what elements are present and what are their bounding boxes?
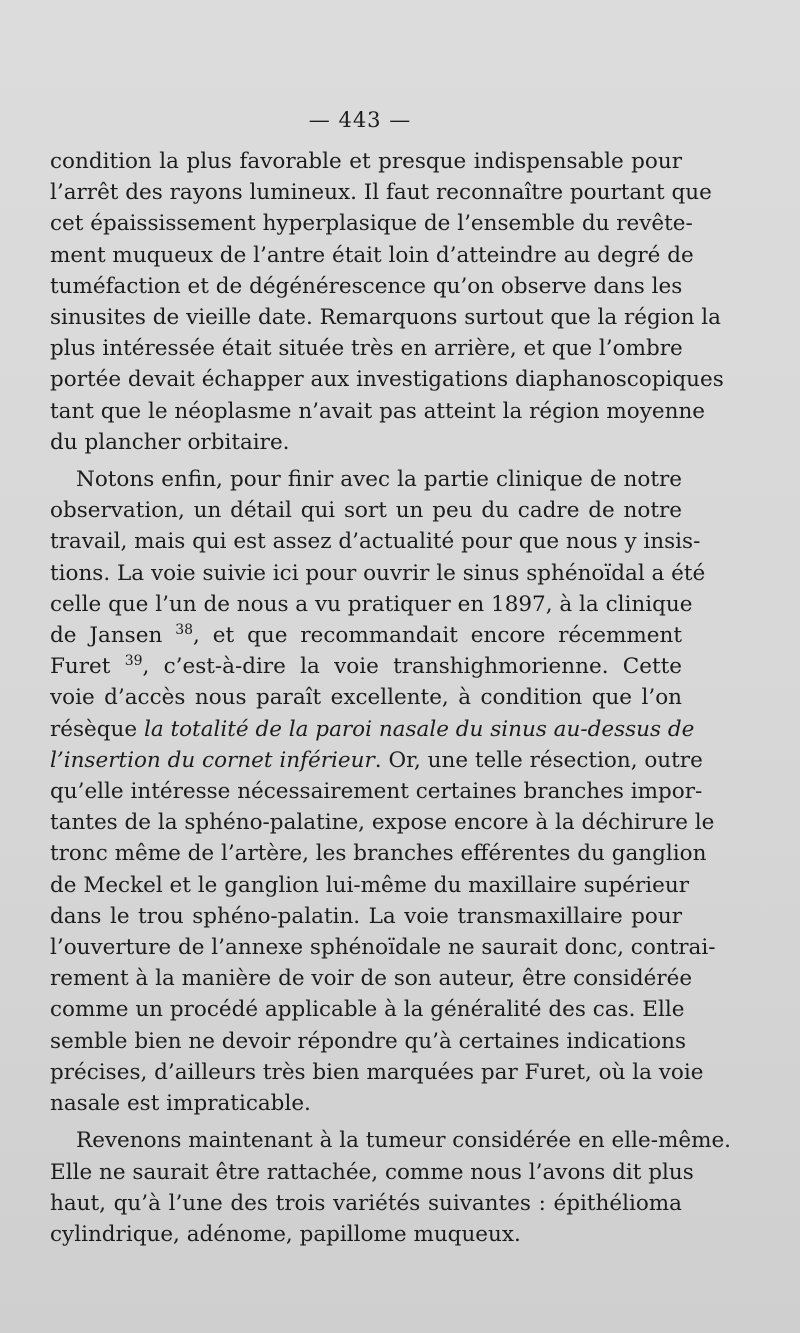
text-run: , c’est-à-dire la voie transhighmorienne. Cette [142,654,682,680]
text-line: condition la plus favorable et presque indispensable pour [50,149,682,174]
text-run: résèque [50,716,144,742]
text-line: cet épaississement hyperplasique de l’ensemble du revête- [50,211,693,237]
italic-text: l’insertion du cornet inférieur [50,747,375,773]
text-line: tantes de la sphéno-palatine, expose encore à la déchirure le [50,810,715,836]
text-line: rement à la manière de voir de son auteur, être considérée [50,966,693,992]
text-line: Notons enfin, pour finir avec la partie clinique de notre [76,467,682,493]
text-line: l’ouverture de l’annexe sphénoïdale ne saurait donc, contrai- [50,935,716,961]
text-line: tant que le néoplasme n’avait pas atteint la région moyenne [50,398,706,424]
text-line: cylindrique, adénome, papillome muqueux. [50,1221,521,1247]
text-line: portée devait échapper aux investigations diaphanoscopiques [50,367,724,393]
footnote-reference: 38 [175,621,194,638]
text-line: tuméfaction et de dégénérescence qu’on observe dans les [50,273,683,299]
text-line: de Meckel et le ganglion lui-même du maxillaire supérieur [50,872,689,898]
text-line: tions. La voie suivie ici pour ouvrir le sinus sphénoïdal a été [50,560,706,586]
text-line: celle que l’un de nous a vu pratiquer en 1897, à la clinique [50,591,693,617]
body-text [50,146,732,1256]
paragraph [50,146,724,458]
text-line [50,714,695,745]
text-line [50,620,682,651]
text-line [50,651,682,682]
text-line: haut, qu’à l’une des trois variétés suivantes : épithélioma [50,1190,682,1216]
text-line: dans le trou sphéno-palatin. La voie transmaxillaire pour [50,903,682,929]
footnote-reference: 39 [124,653,143,670]
text-line: Revenons maintenant à la tumeur considérée en elle-même. [76,1128,732,1154]
text-line: plus intéressée était située très en arrière, et que l’ombre [50,336,683,362]
text-line: nasale est impraticable. [50,1091,311,1117]
text-line: qu’elle intéresse nécessairement certaines branches impor- [50,779,703,805]
page-number: — 443 — [308,108,412,132]
paragraph [50,1125,732,1250]
text-line: Elle ne saurait être rattachée, comme nous l’avons dit plus [50,1159,694,1185]
text-run: de Jansen [50,623,176,649]
text-line: travail, mais qui est assez d’actualité pour que nous y insis- [50,529,701,555]
text-line: du plancher orbitaire. [50,429,290,455]
text-line: observation, un détail qui sort un peu du cadre de notre [50,498,682,524]
text-line: voie d’accès nous paraît excellente, à condition que l’on [50,685,682,711]
text-line: sinusites de vieille date. Remarquons surtout que la région la [50,305,721,331]
italic-text: la totalité de la paroi nasale du sinus au-dessus de [143,716,695,742]
text-run: , et que recommandait encore récemment [193,623,682,649]
text-line: comme un procédé applicable à la généralité des cas. Elle [50,997,685,1023]
text-run: Furet [50,654,125,680]
text-line: précises, d’ailleurs très bien marquées par Furet, où la voie [50,1059,704,1085]
text-line: tronc même de l’artère, les branches efférentes du ganglion [50,841,707,867]
text-line: semble bien ne devoir répondre qu’à certaines indications [50,1028,686,1054]
text-run: . Or, une telle résection, outre [374,747,703,773]
text-line [50,745,703,776]
text-line: l’arrêt des rayons lumineux. Il faut reconnaître pourtant que [50,180,712,206]
paragraph [50,464,716,1119]
text-line: ment muqueux de l’antre était loin d’atteindre au degré de [50,242,694,268]
